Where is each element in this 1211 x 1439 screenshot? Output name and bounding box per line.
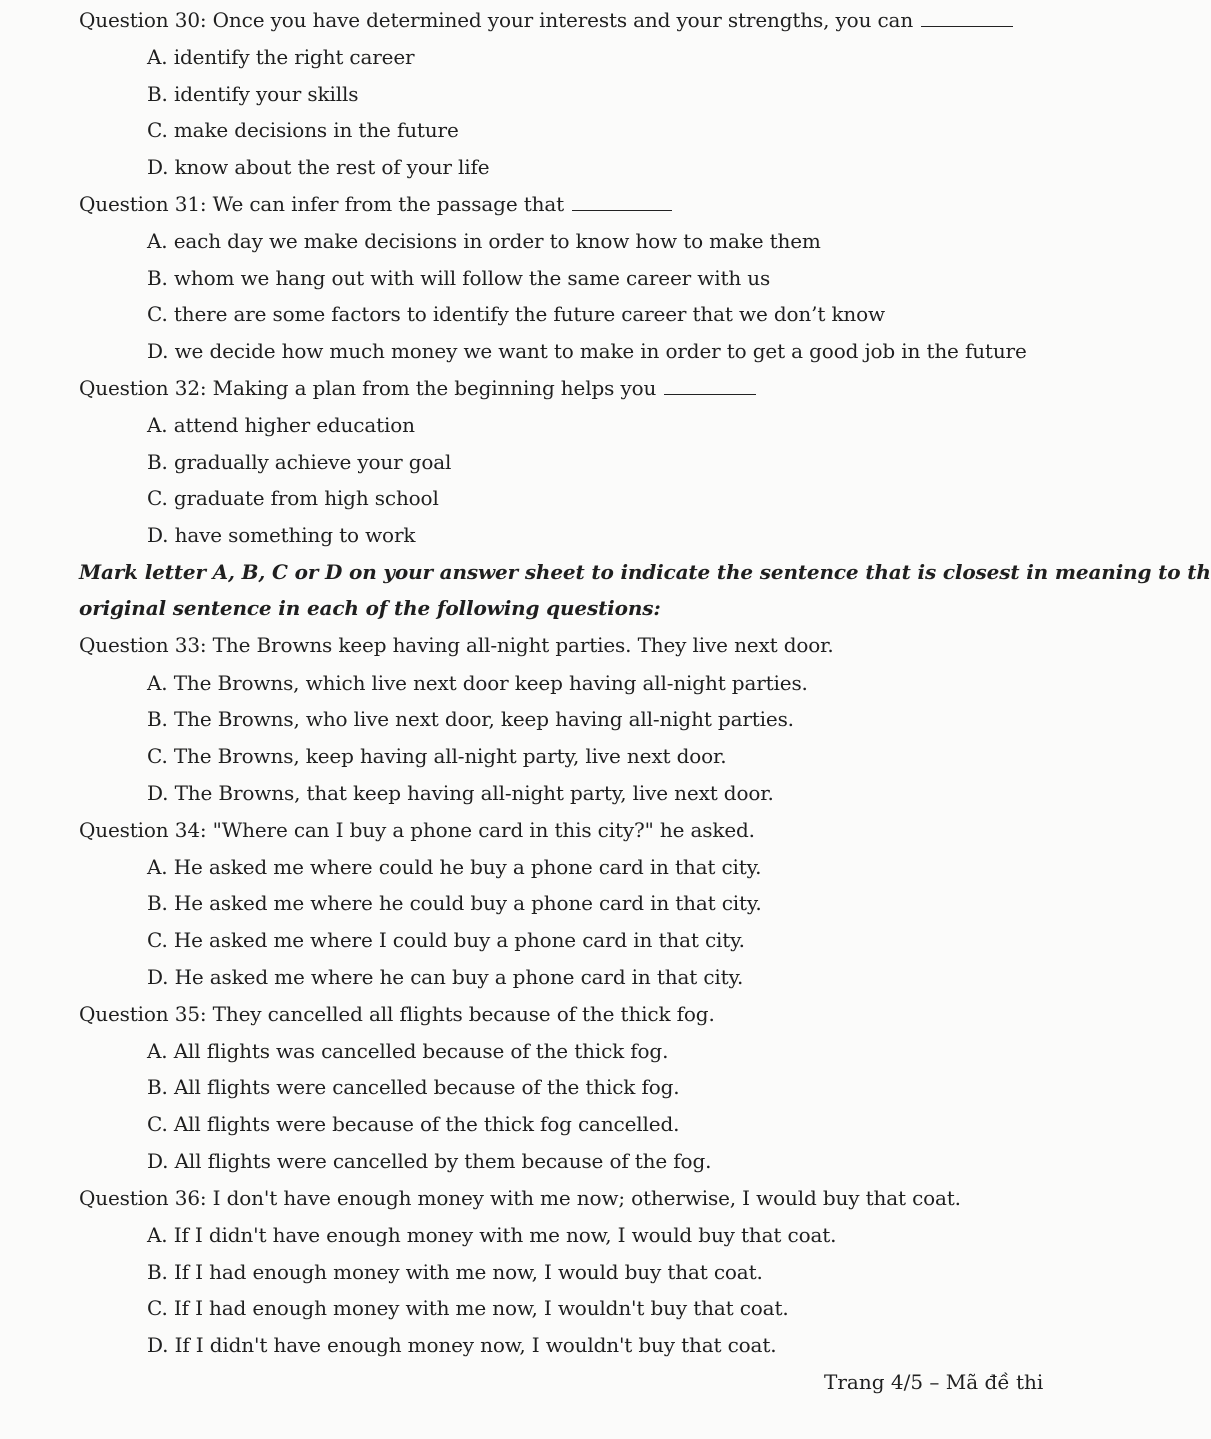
option-33-a: A. The Browns, which live next door keep having all-night parties. <box>147 671 808 695</box>
option-33-c: C. The Browns, keep having all-night party, live next door. <box>147 744 727 768</box>
question-32-text: Question 32: Making a plan from the beginning helps you <box>79 376 657 400</box>
option-36-d: D. If I didn't have enough money now, I wouldn't buy that coat. <box>147 1333 777 1357</box>
option-33-b: B. The Browns, who live next door, keep having all-night parties. <box>147 707 794 731</box>
option-35-d: D. All flights were cancelled by them because of the fog. <box>147 1149 712 1173</box>
instruction-line-2: original sentence in each of the following questions: <box>79 596 661 620</box>
option-33-d: D. The Browns, that keep having all-night party, live next door. <box>147 781 774 805</box>
question-34: Question 34: "Where can I buy a phone card in this city?" he asked. <box>79 818 755 842</box>
option-34-b: B. He asked me where he could buy a phone card in that city. <box>147 891 762 915</box>
page-footer: Trang 4/5 – Mã đề thi <box>824 1370 1044 1394</box>
question-33: Question 33: The Browns keep having all-night parties. They live next door. <box>79 633 834 657</box>
question-31-text: Question 31: We can infer from the passage that <box>79 192 564 216</box>
option-32-a: A. attend higher education <box>147 413 415 437</box>
option-31-d: D. we decide how much money we want to make in order to get a good job in the future <box>147 339 1027 363</box>
option-36-c: C. If I had enough money with me now, I wouldn't buy that coat. <box>147 1296 789 1320</box>
question-30 <box>79 6 1013 34</box>
option-36-a: A. If I didn't have enough money with me now, I would buy that coat. <box>147 1223 837 1247</box>
option-31-a: A. each day we make decisions in order to know how to make them <box>147 229 821 253</box>
question-32 <box>79 374 756 402</box>
option-32-b: B. gradually achieve your goal <box>147 450 452 474</box>
option-34-a: A. He asked me where could he buy a phone card in that city. <box>147 855 762 879</box>
option-30-d: D. know about the rest of your life <box>147 155 490 179</box>
option-35-b: B. All flights were cancelled because of the thick fog. <box>147 1075 680 1099</box>
option-34-d: D. He asked me where he can buy a phone card in that city. <box>147 965 744 989</box>
option-34-c: C. He asked me where I could buy a phone card in that city. <box>147 928 745 952</box>
question-36: Question 36: I don't have enough money with me now; otherwise, I would buy that coat. <box>79 1186 961 1210</box>
option-35-a: A. All flights was cancelled because of the thick fog. <box>147 1039 669 1063</box>
answer-blank <box>921 8 1013 27</box>
option-32-d: D. have something to work <box>147 523 416 547</box>
option-30-a: A. identify the right career <box>147 45 415 69</box>
option-36-b: B. If I had enough money with me now, I would buy that coat. <box>147 1260 763 1284</box>
question-35: Question 35: They cancelled all flights because of the thick fog. <box>79 1002 715 1026</box>
option-30-c: C. make decisions in the future <box>147 118 459 142</box>
option-35-c: C. All flights were because of the thick fog cancelled. <box>147 1112 680 1136</box>
question-31 <box>79 190 672 218</box>
option-31-c: C. there are some factors to identify the future career that we don’t know <box>147 302 886 326</box>
question-30-text: Question 30: Once you have determined your interests and your strengths, you can <box>79 8 914 32</box>
option-31-b: B. whom we hang out with will follow the same career with us <box>147 266 771 290</box>
option-30-b: B. identify your skills <box>147 82 359 106</box>
instruction-line-1: Mark letter A, B, C or D on your answer sheet to indicate the sentence that is closest in meaning to th <box>79 560 1211 584</box>
answer-blank <box>572 192 672 211</box>
answer-blank <box>664 376 756 395</box>
option-32-c: C. graduate from high school <box>147 486 439 510</box>
